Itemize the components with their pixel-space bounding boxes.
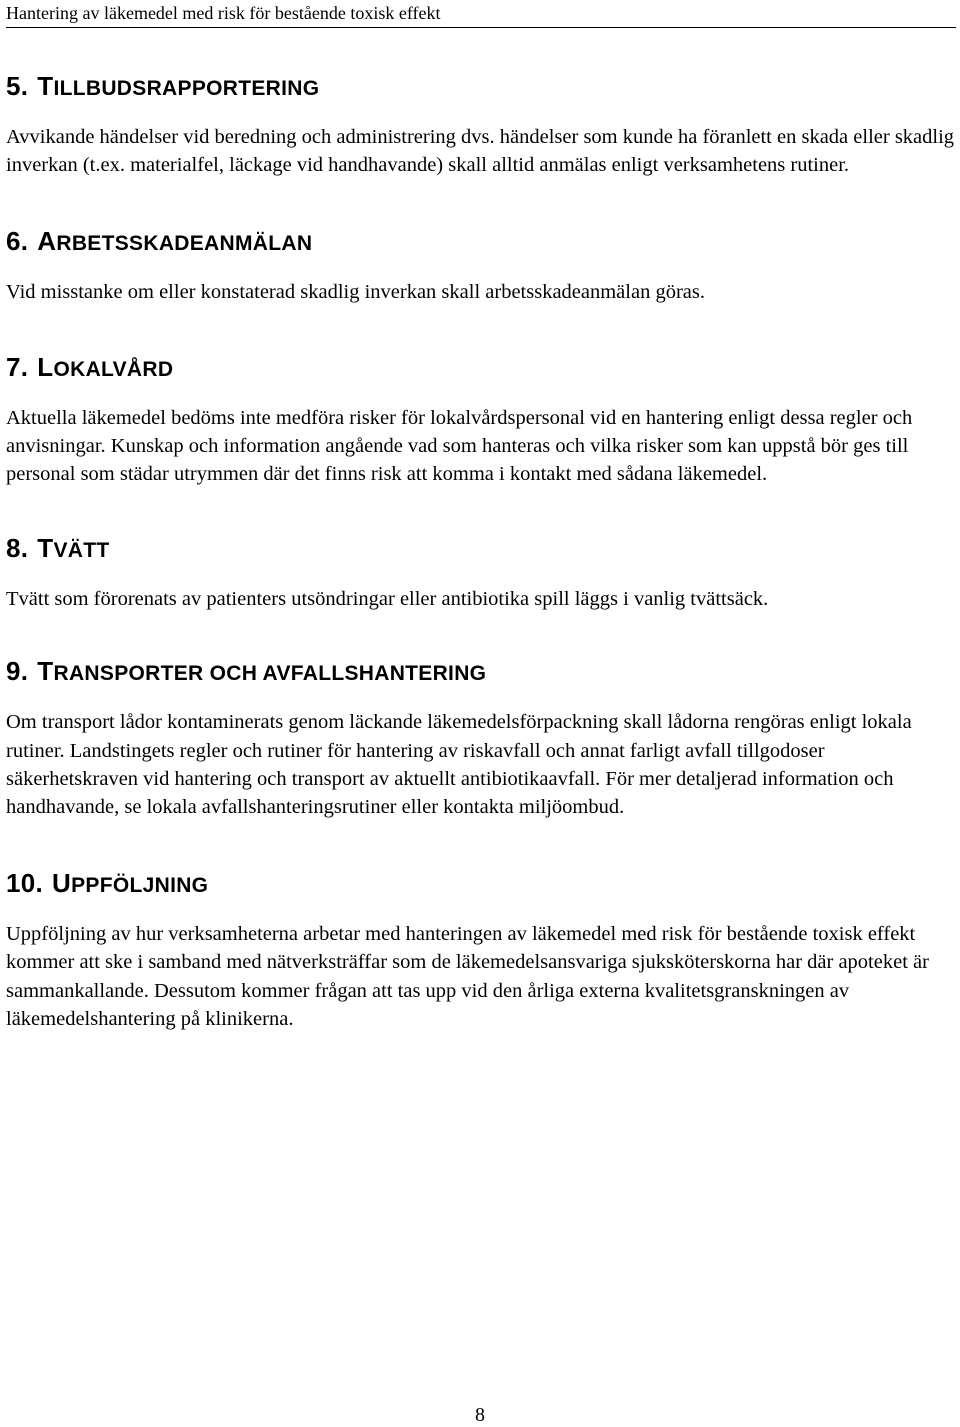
heading-first-letter: U [52, 868, 72, 899]
heading-title-rest: RBETSSKADEANMÄLAN [56, 232, 313, 256]
heading-title-rest: PPFÖLJNING [71, 874, 209, 898]
heading-title-rest: OKALVÅRD [53, 357, 174, 381]
heading-number: 7. [6, 351, 29, 382]
heading-tillbudsrapportering [6, 70, 956, 105]
heading-number: 10. [6, 868, 44, 899]
heading-first-letter: A [37, 226, 57, 257]
heading-title-rest: RANSPORTER OCH AVFALLSHANTERING [53, 662, 487, 686]
heading-title-rest: ILLBUDSRAPPORTERING [53, 77, 320, 100]
paragraph-transporter-och-avfallshantering: Om transport lådor kontaminerats genom läckande läkemedelsförpackning skall lådorna rengöras enligt lokala rutiner. Landstingets regler och rutiner för hantering av riskavfall och annat farligt avfall tillgodoser säkerhetskraven vid hantering och transport av aktuellt antibiotikaavfall. För mer detaljerad information och handhavande, se lokala avfallshanteringsrutiner eller kontakta miljöombud. [6, 711, 912, 819]
heading-tvatt [6, 532, 956, 567]
paragraph-arbetsskadeanmalan: Vid misstanke om eller konstaterad skadlig inverkan skall arbetsskadeanmälan göras. [6, 281, 705, 304]
heading-first-letter: L [37, 351, 54, 382]
heading-lokalvard [6, 351, 956, 386]
paragraph-tillbudsrapportering: Avvikande händelser vid beredning och administrering dvs. händelser som kunde ha föranlett en skada eller skadlig inverkan (t.ex. materialfel, läckage vid handhavande) skall alltid anmälas enligt verksamhetens rutiner. [6, 126, 955, 177]
heading-number: 8. [6, 533, 29, 564]
paragraph-uppfoljning: Uppföljning av hur verksamheterna arbetar med hanteringen av läkemedel med risk för bestående toxisk effekt kommer att ske i samband med nätverksträffar som de läkemedelsansvariga sjuksköterskorna har där apoteket är sammankallande. Dessutom kommer frågan att tas upp vid den årliga externa kvalitetsgranskningen av läkemedelshantering på klinikerna. [6, 923, 929, 1030]
heading-arbetsskadeanmalan [6, 225, 956, 260]
page-number: 8 [475, 1404, 485, 1426]
heading-first-letter: T [37, 71, 54, 101]
heading-number: 6. [6, 226, 29, 257]
heading-first-letter: T [37, 533, 54, 564]
heading-title-rest: VÄTT [53, 539, 110, 563]
paragraph-tvatt: Tvätt som förorenats av patienters utsöndringar eller antibiotika spill läggs i vanlig tvättsäck. [6, 588, 769, 611]
heading-number: 9. [6, 656, 29, 687]
document-body [6, 70, 956, 1088]
running-header: Hantering av läkemedel med risk för bestående toxisk effekt [6, 1, 956, 28]
heading-transporter-och-avfallshantering [6, 655, 956, 690]
paragraph-lokalvard: Aktuella läkemedel bedöms inte medföra risker för lokalvårdspersonal vid en hantering enligt dessa regler och anvisningar. Kunskap och information angående vad som hanteras och vilka risker som kan uppstå bör ges till personal som städar utrymmen där det finns risk att komma i kontakt med sådana läkemedel. [6, 406, 913, 486]
heading-first-letter: T [37, 656, 54, 687]
heading-number: 5. [6, 71, 29, 101]
heading-uppfoljning [6, 867, 956, 902]
